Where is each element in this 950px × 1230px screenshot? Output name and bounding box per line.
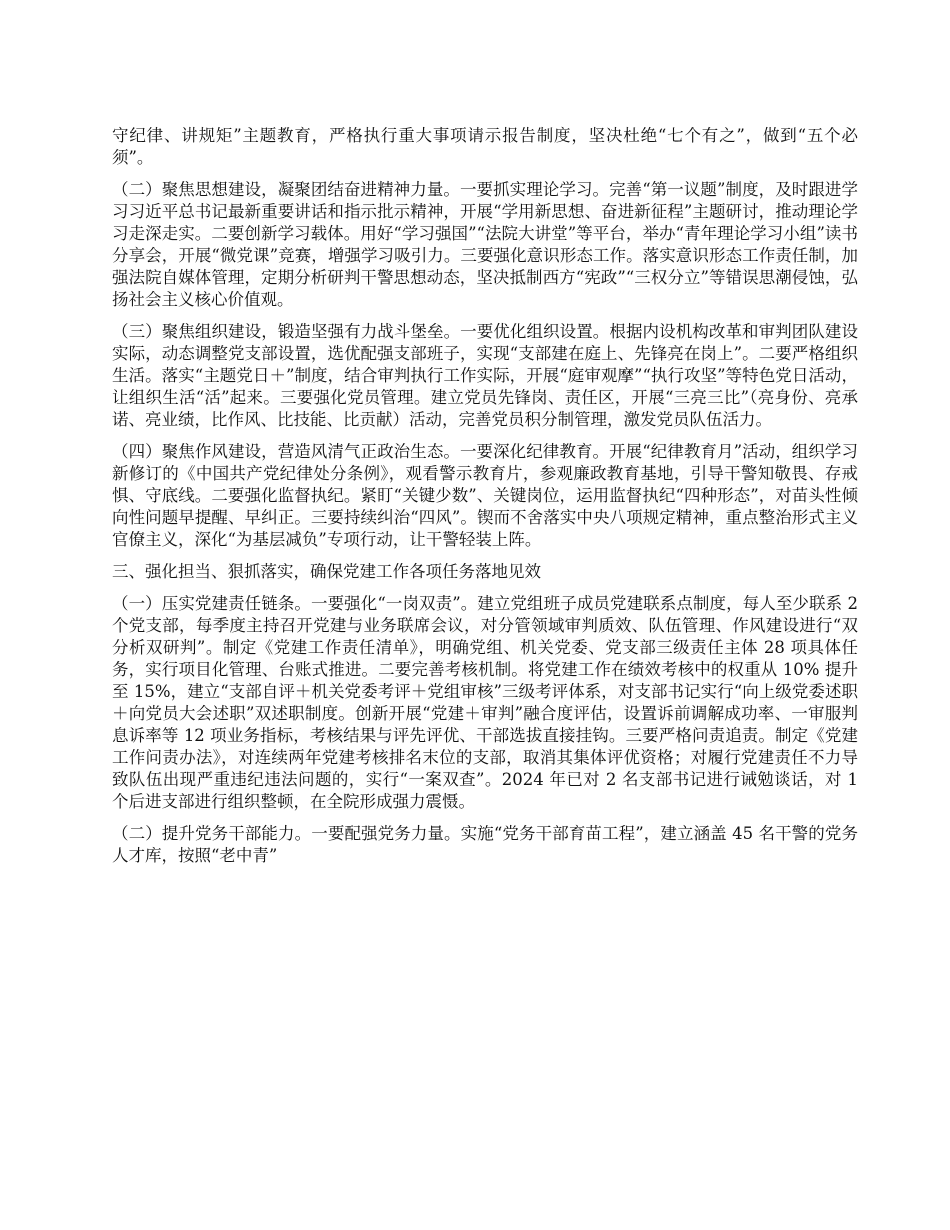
paragraph-organizational-building: （三）聚焦组织建设，锻造坚强有力战斗堡垒。一要优化组织设置。根据内设机构改革和审判团队建设实际，动态调整党支部设置，选优配强支部班子，实现“支部建在庭上、先锋亮在岗上”。二要严格组织生活。落实“主题党日＋”制度，结合审判执行工作实际，开展“庭审观摩”“执行攻坚”等特色党日活动，让组织生活“活”起来。三要强化党员管理。建立党员先锋岗、责任区，开展“三亮三比”（亮身份、亮承诺、亮业绩，比作风、比技能、比贡献）活动，完善党员积分制管理，激发党员队伍活力。 [112, 322, 858, 429]
paragraph-responsibility-chain: （一）压实党建责任链条。一要强化“一岗双责”。建立党组班子成员党建联系点制度，每人至少联系 2 个党支部，每季度主持召开党建与业务联席会议，对分管领域审判质效、队伍管理、作风建设进行“双分析双研判”。制定《党建工作责任清单》，明确党组、机关党委、党支部三级责任主体 28 项具体任务，实行项目化管理、台账式推进。二要完善考核机制。将党建工作在绩效考核中的权重从 10% 提升至 15%，建立“支部自评＋机关党委考评＋党组审核”三级考评体系，对支部书记实行“向上级党委述职＋向党员大会述职”双述职制度。创新开展“党建＋审判”融合度评估，设置诉前调解成功率、一审服判息诉率等 12 项业务指标，考核结果与评先评优、干部选拔直接挂钩。三要严格问责追责。制定《党建工作问责办法》，对连续两年党建考核排名末位的支部，取消其集体评优资格；对履行党建责任不力导致队伍出现严重违纪违法问题的，实行“一案双查”。2024 年已对 2 名支部书记进行诫勉谈话，对 1 个后进支部进行组织整顿，在全院形成强力震慑。 [112, 594, 858, 811]
paragraph-party-cadre-capability: （二）提升党务干部能力。一要配强党务力量。实施“党务干部育苗工程”，建立涵盖 45 名干警的党务人才库，按照“老中青” [112, 824, 858, 865]
document-body [112, 125, 858, 877]
paragraph-discipline-education-end: 守纪律、讲规矩”主题教育，严格执行重大事项请示报告制度，坚决杜绝“七个有之”，做到“五个必须”。 [112, 126, 858, 167]
section-heading-three: 三、强化担当、狠抓落实，确保党建工作各项任务落地见效 [112, 562, 541, 581]
paragraph-work-style-building: （四）聚焦作风建设，营造风清气正政治生态。一要深化纪律教育。开展“纪律教育月”活动，组织学习新修订的《中国共产党纪律处分条例》，观看警示教育片，参观廉政教育基地，引导干警知敬畏、存戒惧、守底线。二要强化监督执纪。紧盯“关键少数”、关键岗位，运用监督执纪“四种形态”，对苗头性倾向性问题早提醒、早纠正。三要持续纠治“四风”。锲而不舍落实中央八项规定精神，重点整治形式主义官僚主义，深化“为基层减负”专项行动，让干警轻装上阵。 [112, 442, 858, 549]
paragraph-ideological-building: （二）聚焦思想建设，凝聚团结奋进精神力量。一要抓实理论学习。完善“第一议题”制度，及时跟进学习习近平总书记最新重要讲话和指示批示精神，开展“学用新思想、奋进新征程”主题研讨，推动理论学习走深走实。二要创新学习载体。用好“学习强国”“法院大讲堂”等平台，举办“青年理论学习小组”读书分享会，开展“微党课”竞赛，增强学习吸引力。三要强化意识形态工作。落实意识形态工作责任制，加强法院自媒体管理，定期分析研判干警思想动态，坚决抵制西方“宪政”“三权分立”等错误思潮侵蚀，弘扬社会主义核心价值观。 [112, 180, 858, 309]
